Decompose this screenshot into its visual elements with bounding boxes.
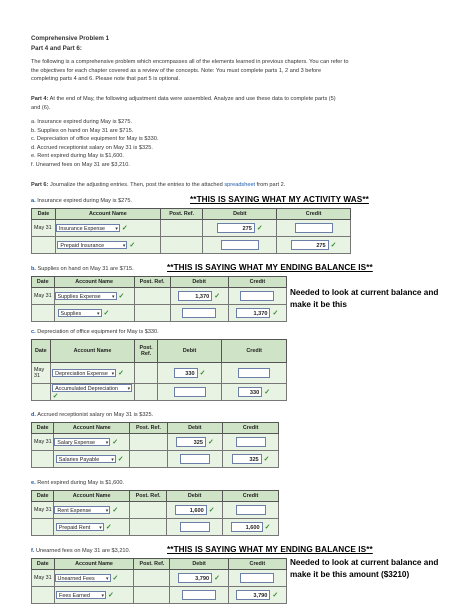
- problem-letter: e.: [31, 480, 36, 486]
- debit-input[interactable]: [182, 590, 216, 600]
- table-row: [32, 570, 287, 587]
- col-credit: Credit: [228, 277, 286, 288]
- debit-cell: [157, 384, 222, 401]
- debit-input[interactable]: [221, 240, 259, 250]
- problem-c-text: [31, 329, 159, 335]
- part6-paragraph: [31, 181, 285, 190]
- col-debit: Debit: [157, 340, 222, 363]
- debit-cell: [167, 434, 223, 451]
- chevron-down-icon: ▾: [112, 294, 115, 300]
- table-row: [32, 587, 287, 604]
- col-credit: Credit: [223, 491, 279, 502]
- account-cell: [54, 434, 130, 451]
- problem-title: Comprehensive Problem 1: [31, 35, 110, 42]
- problem-letter: a.: [31, 198, 36, 204]
- col-debit: Debit: [167, 491, 223, 502]
- part6-text: Journalize the adjusting entries. Then, post the entries to the attached: [48, 182, 225, 188]
- chevron-down-icon: ▾: [105, 440, 109, 446]
- problem-e-text: [31, 480, 124, 486]
- journal-table-b: [31, 276, 287, 322]
- credit-cell: [223, 451, 279, 468]
- date-cell: [32, 451, 54, 468]
- col-date: Date: [32, 491, 54, 502]
- chevron-down-icon: ▾: [99, 525, 102, 531]
- col-postref-line: Post.: [139, 345, 153, 351]
- postref-cell: [134, 570, 170, 587]
- part4-paragraph: [31, 95, 451, 112]
- postref-cell: [134, 288, 170, 305]
- problem-letter: d.: [31, 412, 36, 418]
- credit-input[interactable]: [240, 291, 274, 301]
- checkmark-icon: ✓: [118, 370, 124, 377]
- col-debit: Debit: [170, 559, 228, 570]
- credit-input[interactable]: [295, 223, 333, 233]
- account-cell: [54, 519, 130, 536]
- date-cell: [32, 237, 56, 254]
- checkmark-icon: ✓: [105, 524, 112, 531]
- list-item: b. Supplies on hand on May 31 are $715.: [31, 127, 134, 134]
- account-cell: [55, 220, 160, 237]
- account-select-value: Salaries Payable: [58, 457, 100, 463]
- account-cell: [54, 305, 134, 322]
- chevron-down-icon: ▾: [106, 576, 109, 582]
- account-select[interactable]: [56, 591, 106, 599]
- credit-input[interactable]: 325: [232, 454, 262, 464]
- col-account: Account Name: [50, 340, 135, 363]
- checkmark-icon: ✓: [330, 242, 337, 249]
- problem-description: Supplies on hand on May 31 are $715.: [37, 266, 134, 272]
- list-item: a. Insurance expired during May is $275.: [31, 119, 133, 125]
- account-cell: [54, 288, 134, 305]
- debit-cell: [157, 363, 222, 384]
- date-cell: May 31: [32, 502, 54, 519]
- date-cell: [32, 363, 51, 384]
- account-select-value: Unearned Fees: [57, 576, 95, 582]
- account-cell: [50, 363, 135, 384]
- credit-input[interactable]: 275: [291, 240, 329, 250]
- problem-description: Accrued receptionist salary on May 31 is $325.: [37, 412, 154, 418]
- intro-paragraph: [31, 58, 451, 84]
- credit-input[interactable]: 330: [238, 387, 262, 397]
- account-cell: [54, 502, 130, 519]
- checkmark-icon: ✓: [208, 507, 215, 514]
- date-line: May: [34, 367, 45, 373]
- credit-cell: [222, 363, 287, 384]
- intro-line: the objectives for each chapter covered as a review of the concepts. Note: You must complete parts 1, 2 and 3 before: [31, 67, 322, 74]
- journal-table-e: [31, 490, 279, 536]
- problem-letter: b.: [31, 266, 36, 272]
- part4-text: and (6).: [31, 104, 51, 111]
- col-date: Date: [32, 209, 56, 220]
- spreadsheet-link[interactable]: spreadsheet: [224, 182, 256, 188]
- credit-input[interactable]: [236, 437, 266, 447]
- chevron-down-icon: ▾: [122, 243, 126, 249]
- checkmark-icon: ✓: [112, 439, 119, 446]
- postref-cell: [135, 363, 157, 384]
- account-select-value: Rent Expense: [57, 508, 92, 514]
- account-select-value: Prepaid Insurance: [60, 243, 105, 249]
- list-item: e. Rent expired during May is $1,600.: [31, 153, 124, 160]
- col-account: Account Name: [54, 559, 134, 570]
- problem-b-text: [31, 266, 134, 272]
- journal-table-c: [31, 339, 287, 401]
- debit-cell: [170, 288, 228, 305]
- list-item: c. Depreciation of office equipment for May is $330.: [31, 136, 159, 143]
- account-select[interactable]: [52, 384, 132, 392]
- annotation-note: **THIS IS SAYING WHAT MY ENDING BALANCE IS**: [167, 545, 373, 554]
- postref-cell: [129, 502, 166, 519]
- postref-cell: [129, 519, 166, 536]
- postref-cell: [134, 305, 170, 322]
- chevron-down-icon: ▾: [101, 593, 105, 599]
- col-credit: Credit: [277, 209, 351, 220]
- debit-cell: [170, 570, 228, 587]
- debit-input[interactable]: 1,600: [175, 505, 207, 515]
- postref-cell: [130, 451, 167, 468]
- debit-input[interactable]: 275: [217, 223, 255, 233]
- account-select[interactable]: [56, 455, 116, 463]
- table-row: [32, 451, 279, 468]
- date-line: 31: [34, 373, 40, 379]
- col-date: Date: [32, 423, 54, 434]
- debit-cell: [170, 587, 228, 604]
- debit-cell: [170, 305, 228, 322]
- checkmark-icon: ✓: [121, 225, 128, 232]
- problem-description: Rent expired during May is $1,600.: [37, 480, 124, 486]
- adjustment-list: [31, 118, 158, 170]
- debit-input[interactable]: [180, 454, 210, 464]
- account-select[interactable]: [56, 224, 120, 232]
- credit-input[interactable]: 3,790: [236, 590, 270, 600]
- credit-cell: [228, 288, 286, 305]
- col-credit: Credit: [223, 423, 279, 434]
- intro-line: completing parts 4 and 6. Please note that part 5 is optional.: [31, 76, 180, 83]
- col-date: Date: [32, 277, 55, 288]
- journal-table-f: [31, 558, 287, 604]
- account-select-value: Salary Expense: [57, 440, 96, 446]
- col-account: Account Name: [54, 277, 134, 288]
- checkmark-icon: ✓: [112, 575, 119, 582]
- account-select[interactable]: [57, 241, 127, 249]
- debit-cell: [203, 237, 277, 254]
- debit-input[interactable]: 325: [176, 437, 206, 447]
- debit-input[interactable]: 3,790: [178, 573, 212, 583]
- debit-cell: [167, 519, 223, 536]
- postref-cell: [130, 434, 167, 451]
- credit-cell: [228, 587, 286, 604]
- table-row: [32, 384, 287, 401]
- journal-table-a: [31, 208, 351, 254]
- account-select[interactable]: [58, 309, 102, 317]
- checkmark-icon: ✓: [103, 310, 110, 317]
- part4-text: At the end of May, the following adjustment data were assembled. Analyze and use these data to complete parts (5): [48, 96, 336, 102]
- postref-cell: [160, 220, 203, 237]
- chevron-down-icon: ▾: [105, 508, 109, 514]
- col-postref-line: Ref.: [140, 351, 152, 357]
- checkmark-icon: ✓: [214, 575, 220, 582]
- checkmark-icon: ✓: [117, 456, 124, 463]
- col-postref: [135, 340, 157, 363]
- part6-text: from part 2.: [255, 182, 286, 188]
- account-cell: [50, 384, 135, 401]
- credit-input[interactable]: 1,370: [236, 308, 270, 318]
- account-select-value: Insurance Expense: [58, 226, 106, 232]
- checkmark-icon: ✓: [263, 456, 270, 463]
- col-date: Date: [32, 559, 55, 570]
- col-postref: Post. Ref.: [130, 423, 167, 434]
- col-credit: Credit: [222, 340, 287, 363]
- col-date: Date: [32, 340, 51, 363]
- credit-cell: [223, 519, 279, 536]
- chevron-down-icon: ▾: [127, 386, 131, 392]
- col-account: Account Name: [55, 209, 160, 220]
- account-select[interactable]: [52, 369, 116, 377]
- credit-cell: [228, 570, 286, 587]
- table-row: [32, 237, 351, 254]
- problem-d-text: [31, 412, 153, 418]
- checkmark-icon: ✓: [118, 293, 125, 300]
- checkmark-icon: ✓: [52, 393, 59, 400]
- part4-label: Part 4:: [31, 96, 49, 102]
- checkmark-icon: ✓: [207, 439, 214, 446]
- debit-cell: [203, 220, 277, 237]
- journal-table-d: [31, 422, 279, 468]
- table-row: [32, 363, 287, 384]
- credit-input[interactable]: [238, 368, 270, 378]
- account-cell: [54, 451, 130, 468]
- table-row: [32, 434, 279, 451]
- problem-description: Unearned fees on May 31 are $3,210.: [35, 548, 131, 554]
- account-cell: [54, 587, 134, 604]
- part6-label: Part 6:: [31, 182, 49, 188]
- account-select-value: Prepaid Rent: [58, 525, 91, 531]
- account-select-value: Supplies: [60, 311, 82, 317]
- annotation-note: **THIS IS SAYING WHAT MY ENDING BALANCE IS**: [167, 263, 373, 272]
- col-postref: Post. Ref.: [134, 559, 170, 570]
- account-select-value: Depreciation Expense: [55, 371, 108, 377]
- checkmark-icon: ✓: [272, 310, 279, 317]
- col-debit: Debit: [170, 277, 228, 288]
- problem-f-text: [31, 548, 130, 554]
- table-row: [32, 220, 351, 237]
- table-row: [32, 305, 287, 322]
- checkmark-icon: ✓: [214, 293, 221, 300]
- date-cell: [32, 305, 55, 322]
- debit-cell: [167, 451, 223, 468]
- annotation-note: **THIS IS SAYING WHAT MY ACTIVITY WAS**: [190, 195, 369, 204]
- side-note: Needed to look at current balance and make it be this amount ($3210): [290, 558, 439, 579]
- chevron-down-icon: ▾: [97, 311, 100, 317]
- credit-cell: [277, 237, 351, 254]
- debit-input[interactable]: 1,370: [178, 291, 212, 301]
- credit-cell: [228, 305, 286, 322]
- col-debit: Debit: [167, 423, 223, 434]
- checkmark-icon: ✓: [129, 242, 136, 249]
- table-row: [32, 502, 279, 519]
- problem-subtitle: Part 4 and Part 6:: [31, 45, 82, 52]
- account-select-value: Accumulated Depreciation: [55, 386, 119, 392]
- checkmark-icon: ✓: [264, 389, 271, 396]
- table-row: [32, 519, 279, 536]
- credit-cell: [223, 502, 279, 519]
- debit-input[interactable]: [174, 387, 206, 397]
- col-account: Account Name: [54, 491, 130, 502]
- col-postref: Post. Ref.: [129, 491, 166, 502]
- checkmark-icon: ✓: [272, 592, 279, 599]
- account-select[interactable]: [54, 506, 110, 514]
- debit-cell: [167, 502, 223, 519]
- account-select[interactable]: [55, 292, 117, 300]
- list-item: d. Accrued receptionist salary on May 31 is $325.: [31, 144, 153, 151]
- side-note: Needed to look at current balance and make it be this: [290, 288, 439, 309]
- problem-letter: f.: [31, 548, 35, 554]
- date-cell: May 31: [32, 288, 55, 305]
- col-account: Account Name: [54, 423, 130, 434]
- credit-input[interactable]: [240, 573, 274, 583]
- date-cell: [32, 587, 55, 604]
- account-cell: [55, 237, 160, 254]
- credit-input[interactable]: 1,600: [231, 522, 263, 532]
- account-select[interactable]: [55, 574, 111, 582]
- problem-description: Insurance expired during May is $275.: [37, 198, 133, 204]
- checkmark-icon: ✓: [256, 225, 263, 232]
- postref-cell: [135, 384, 157, 401]
- credit-cell: [277, 220, 351, 237]
- postref-cell: [160, 237, 203, 254]
- account-select-value: Fees Earned: [59, 593, 90, 599]
- date-cell: [32, 384, 51, 401]
- checkmark-icon: ✓: [199, 370, 206, 377]
- col-postref: Post. Ref.: [134, 277, 170, 288]
- chevron-down-icon: ▾: [111, 371, 115, 377]
- account-select-value: Supplies Expense: [57, 294, 101, 300]
- list-item: f. Unearned fees on May 31 are $3,210.: [31, 161, 130, 168]
- debit-input[interactable]: [182, 308, 216, 318]
- credit-cell: [222, 384, 287, 401]
- col-postref: Post. Ref.: [160, 209, 203, 220]
- problem-description: Depreciation of office equipment for May is $330.: [37, 329, 159, 335]
- account-select[interactable]: [54, 438, 110, 446]
- intro-line: The following is a comprehensive problem which encompasses all of the elements learned in previous chapters. You can refer to: [31, 59, 349, 65]
- debit-input[interactable]: 330: [174, 368, 198, 378]
- credit-cell: [223, 434, 279, 451]
- problem-a-text: [31, 198, 132, 204]
- checkmark-icon: ✓: [112, 507, 119, 514]
- account-cell: [54, 570, 134, 587]
- postref-cell: [134, 587, 170, 604]
- col-credit: Credit: [228, 559, 286, 570]
- table-row: [32, 288, 287, 305]
- chevron-down-icon: ▾: [111, 457, 114, 463]
- date-cell: May 31: [32, 570, 55, 587]
- date-cell: May 31: [32, 434, 54, 451]
- chevron-down-icon: ▾: [115, 226, 118, 232]
- account-select[interactable]: [56, 523, 104, 531]
- debit-input[interactable]: [180, 522, 210, 532]
- date-cell: [32, 519, 54, 536]
- problem-letter: c.: [31, 329, 36, 335]
- col-debit: Debit: [203, 209, 277, 220]
- credit-input[interactable]: [236, 505, 266, 515]
- checkmark-icon: ✓: [108, 592, 114, 599]
- date-cell: May 31: [32, 220, 56, 237]
- checkmark-icon: ✓: [264, 524, 271, 531]
